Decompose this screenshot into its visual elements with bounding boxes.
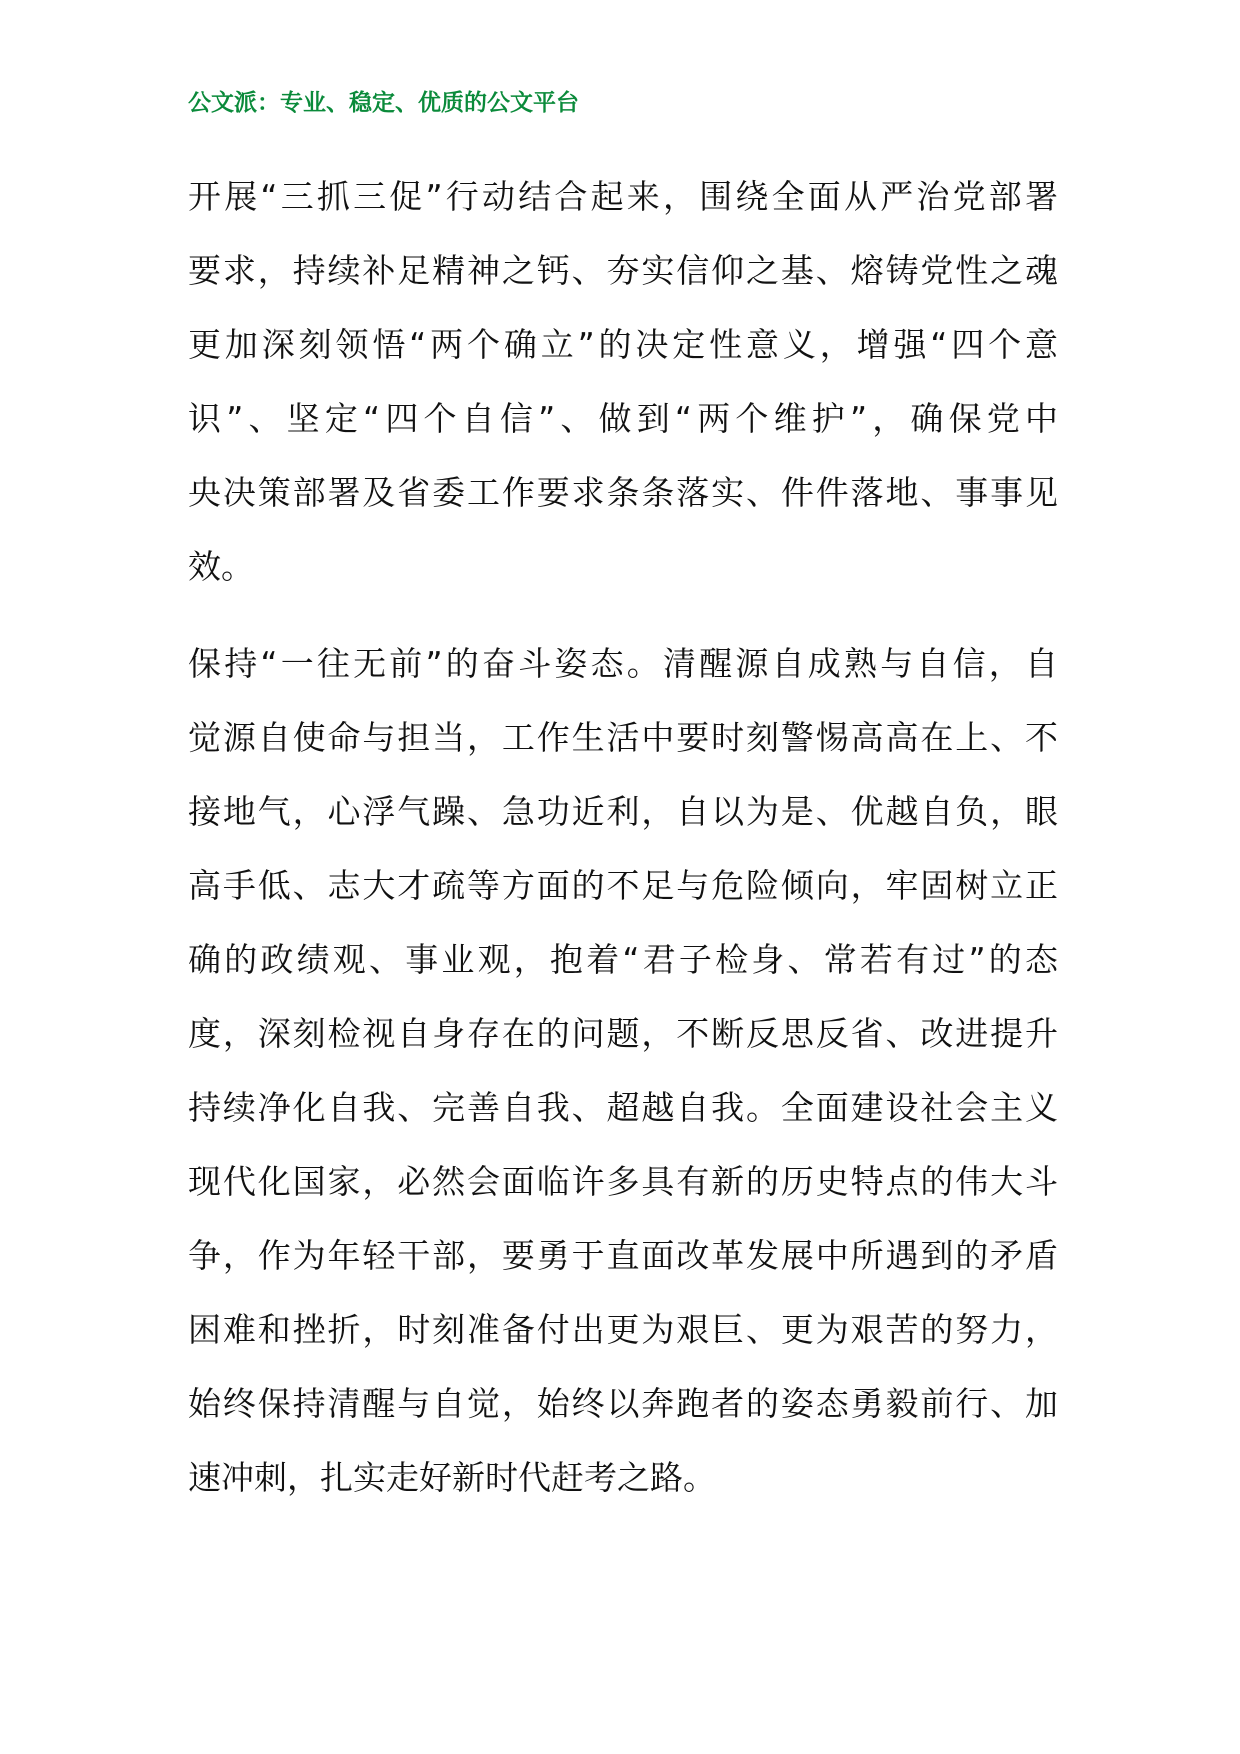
paragraph-line: 始终保持清醒与自觉，始终以奔跑者的姿态勇毅前行、加 xyxy=(188,1384,1058,1423)
paragraph-line: 高手低、志大才疏等方面的不足与危险倾向，牢固树立正 xyxy=(188,866,1058,905)
paragraph-line: 识”、坚定“四个自信”、做到“两个维护”，确保党中 xyxy=(188,399,1058,438)
paragraph-line: 确的政绩观、事业观，抱着“君子检身、常若有过”的态 xyxy=(188,940,1058,979)
paragraph-2 xyxy=(188,627,1058,1515)
paragraph-line: 保持“一往无前”的奋斗姿态。清醒源自成熟与自信，自 xyxy=(188,644,1058,683)
paragraph-line: 央决策部署及省委工作要求条条落实、件件落地、事事见 xyxy=(188,473,1058,512)
paragraph-line: 觉源自使命与担当，工作生活中要时刻警惕高高在上、不 xyxy=(188,718,1058,757)
paragraph-line: 速冲刺，扎实走好新时代赶考之路。 xyxy=(188,1458,716,1497)
paragraph-line: 困难和挫折，时刻准备付出更为艰巨、更为艰苦的努力， xyxy=(188,1310,1058,1349)
paragraph-line: 接地气，心浮气躁、急功近利，自以为是、优越自负，眼 xyxy=(188,792,1058,831)
paragraph-line: 更加深刻领悟“两个确立”的决定性意义，增强“四个意 xyxy=(188,325,1058,364)
paragraph-line: 效。 xyxy=(188,547,254,586)
paragraph-line: 现代化国家，必然会面临许多具有新的历史特点的伟大斗 xyxy=(188,1162,1058,1201)
paragraph-1 xyxy=(188,160,1058,604)
paragraph-line: 开展“三抓三促”行动结合起来，围绕全面从严治党部署 xyxy=(188,177,1058,216)
paragraph-line: 要求，持续补足精神之钙、夯实信仰之基、熔铸党性之魂 xyxy=(188,251,1058,290)
document-header: 公文派：专业、稳定、优质的公文平台 xyxy=(188,90,579,116)
paragraph-line: 持续净化自我、完善自我、超越自我。全面建设社会主义 xyxy=(188,1088,1058,1127)
paragraph-line: 度，深刻检视自身存在的问题，不断反思反省、改进提升 xyxy=(188,1014,1058,1053)
paragraph-line: 争，作为年轻干部，要勇于直面改革发展中所遇到的矛盾 xyxy=(188,1236,1058,1275)
